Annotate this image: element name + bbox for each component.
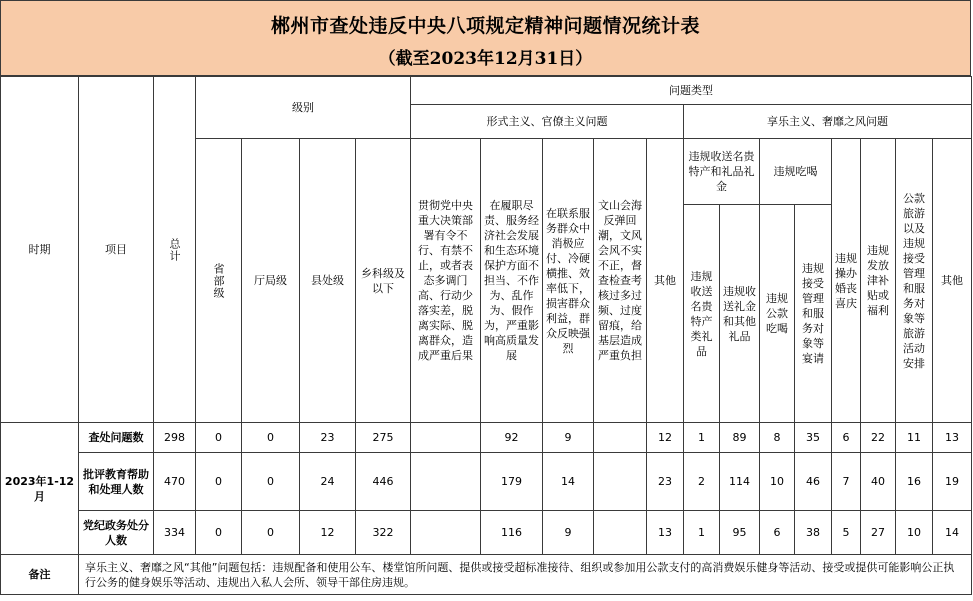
header-formalism: 形式主义、官僚主义问题 [411, 105, 684, 139]
cell-hedonism: 95 [720, 511, 760, 555]
header-level: 级别 [196, 77, 411, 139]
cell-formalism: 13 [647, 511, 684, 555]
cell-hedonism: 13 [933, 423, 972, 453]
dining-public-funds: 违规公款吃喝 [760, 205, 795, 423]
cell-total: 470 [154, 453, 196, 511]
cell-level: 446 [356, 453, 411, 511]
cell-hedonism: 40 [861, 453, 896, 511]
formalism-col-4: 文山会海反弹回潮，文风会风不实不正，督查检查考核过多过频、过度留痕，给基层造成严重负担 [594, 139, 647, 423]
cell-formalism: 9 [543, 511, 594, 555]
cell-hedonism: 10 [760, 453, 795, 511]
row-label: 批评教育帮助和处理人数 [79, 453, 154, 511]
cell-hedonism: 19 [933, 453, 972, 511]
table-title: 郴州市查处违反中央八项规定精神问题情况统计表 [270, 15, 700, 37]
hedonism-travel: 公款旅游以及违规接受管理和服务对象等旅游活动安排 [896, 139, 933, 423]
cell-formalism [594, 453, 647, 511]
cell-level: 322 [356, 511, 411, 555]
table-subtitle-date: （截至2023年12月31日） [378, 49, 593, 69]
cell-total: 298 [154, 423, 196, 453]
cell-level: 275 [356, 423, 411, 453]
cell-hedonism: 114 [720, 453, 760, 511]
cell-hedonism: 35 [795, 423, 832, 453]
cell-hedonism: 89 [720, 423, 760, 453]
cell-level: 23 [300, 423, 356, 453]
cell-formalism [411, 453, 481, 511]
cell-formalism: 179 [481, 453, 543, 511]
hedonism-other: 其他 [933, 139, 972, 423]
cell-formalism: 9 [543, 423, 594, 453]
formalism-col-other: 其他 [647, 139, 684, 423]
cell-hedonism: 5 [832, 511, 861, 555]
cell-hedonism: 6 [760, 511, 795, 555]
header-problem-type: 问题类型 [411, 77, 972, 105]
cell-hedonism: 38 [795, 511, 832, 555]
cell-hedonism: 22 [861, 423, 896, 453]
note-label: 备注 [1, 555, 79, 595]
cell-level: 0 [242, 423, 300, 453]
cell-hedonism: 7 [832, 453, 861, 511]
cell-hedonism: 16 [896, 453, 933, 511]
cell-level: 0 [242, 511, 300, 555]
gift-specialty: 违规收送名贵特产类礼品 [684, 205, 720, 423]
row-label: 党纪政务处分人数 [79, 511, 154, 555]
cell-formalism [411, 511, 481, 555]
cell-formalism [411, 423, 481, 453]
cell-hedonism: 14 [933, 511, 972, 555]
header-period: 时期 [1, 77, 79, 423]
cell-hedonism: 46 [795, 453, 832, 511]
table-row [1, 511, 972, 555]
level-provincial: 省部级 [196, 139, 242, 423]
cell-formalism: 23 [647, 453, 684, 511]
cell-hedonism: 2 [684, 453, 720, 511]
cell-hedonism: 8 [760, 423, 795, 453]
cell-level: 12 [300, 511, 356, 555]
cell-formalism [594, 423, 647, 453]
cell-formalism: 14 [543, 453, 594, 511]
cell-hedonism: 1 [684, 423, 720, 453]
row-label: 查处问题数 [79, 423, 154, 453]
title-banner [0, 0, 971, 76]
statistics-table [0, 76, 972, 595]
cell-total: 334 [154, 511, 196, 555]
cell-level: 0 [196, 511, 242, 555]
table-row [1, 453, 972, 511]
hedonism-allowance: 违规发放津补贴或福利 [861, 139, 896, 423]
level-township: 乡科级及以下 [356, 139, 411, 423]
hedonism-wedding-funeral: 违规操办婚丧喜庆 [832, 139, 861, 423]
cell-formalism: 92 [481, 423, 543, 453]
header-hedonism: 享乐主义、奢靡之风问题 [684, 105, 972, 139]
cell-level: 0 [196, 453, 242, 511]
header-item: 项目 [79, 77, 154, 423]
cell-hedonism: 27 [861, 511, 896, 555]
level-county: 县处级 [300, 139, 356, 423]
cell-hedonism: 1 [684, 511, 720, 555]
cell-hedonism: 6 [832, 423, 861, 453]
period-label: 2023年1-12月 [1, 423, 79, 555]
note-row [1, 555, 972, 595]
dining-banquet: 违规接受管理和服务对象等宴请 [795, 205, 832, 423]
cell-level: 0 [196, 423, 242, 453]
hedonism-dining-group: 违规吃喝 [760, 139, 832, 205]
gift-cash: 违规收送礼金和其他礼品 [720, 205, 760, 423]
cell-hedonism: 11 [896, 423, 933, 453]
note-text: 享乐主义、奢靡之风“其他”问题包括：违规配备和使用公车、楼堂馆所问题、提供或接受超标准接待、组织或参加用公款支付的高消费娱乐健身等活动、接受或提供可能影响公正执行公务的健身娱乐等活动、违规出入私人会所、领导干部住房违规。 [79, 555, 972, 595]
formalism-col-1: 贯彻党中央重大决策部署有令不行、有禁不止，或者表态多调门高、行动少落实差，脱离实际、脱离群众，造成严重后果 [411, 139, 481, 423]
cell-formalism: 12 [647, 423, 684, 453]
header-total: 总计 [154, 77, 196, 423]
formalism-col-3: 在联系服务群众中消极应付、冷硬横推、效率低下，损害群众利益，群众反映强烈 [543, 139, 594, 423]
cell-level: 0 [242, 453, 300, 511]
table-row [1, 423, 972, 453]
cell-formalism: 116 [481, 511, 543, 555]
cell-hedonism: 10 [896, 511, 933, 555]
cell-formalism [594, 511, 647, 555]
level-bureau: 厅局级 [242, 139, 300, 423]
cell-level: 24 [300, 453, 356, 511]
hedonism-gift-group: 违规收送名贵特产和礼品礼金 [684, 139, 760, 205]
formalism-col-2: 在履职尽责、服务经济社会发展和生态环境保护方面不担当、不作为、乱作为、假作为，严重影响高质量发展 [481, 139, 543, 423]
